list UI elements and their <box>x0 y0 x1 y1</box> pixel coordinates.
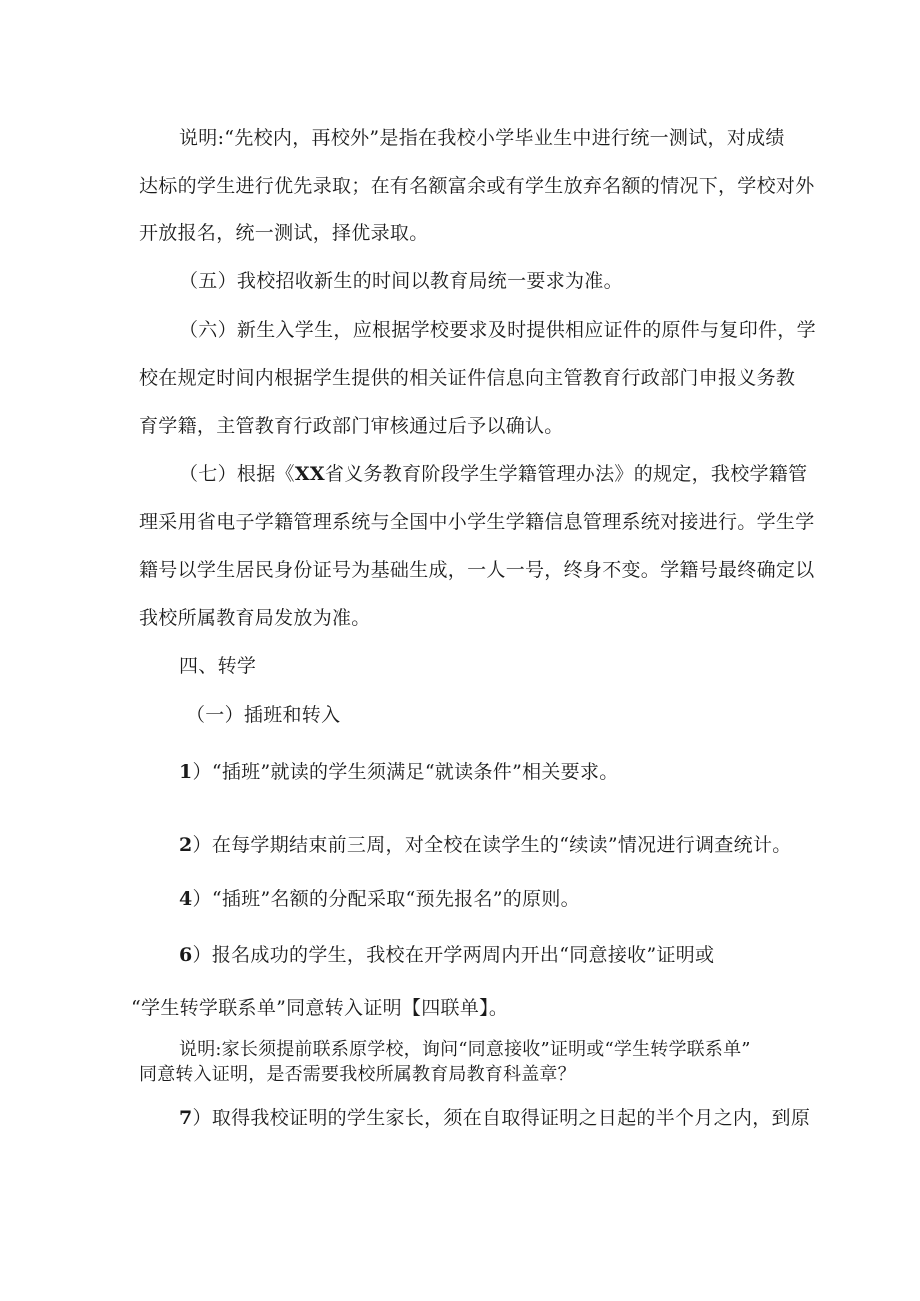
item7-line1 <box>179 462 807 486</box>
note2-line2: 同意转入证明，是否需要我校所属教育局教育科盖章？ <box>139 1064 576 1085</box>
item6-line2: 校在规定时间内根据学生提供的相关证件信息向主管教育行政部门申报义务教 <box>139 367 796 389</box>
point-4-number: 4 <box>179 888 193 910</box>
item7-line4: 我校所属教育局发放为准。 <box>139 607 371 629</box>
point-2 <box>179 833 792 857</box>
item7-prefix: （七）根据《 <box>179 463 295 485</box>
item7-suffix: 省义务教育阶段学生学籍管理办法》的规定，我校学籍管 <box>324 463 808 485</box>
item7-line2: 理采用省电子学籍管理系统与全国中小学生学籍信息管理系统对接进行。学生学 <box>139 511 815 533</box>
subsection-heading-insert: （一）插班和转入 <box>186 704 341 726</box>
note2-line1: 说明:家长须提前联系原学校，询问“同意接收”证明或“学生转学联系单” <box>179 1039 751 1060</box>
item6-line1: （六）新生入学生，应根据学校要求及时提供相应证件的原件与复印件，学 <box>179 319 816 341</box>
point-1 <box>179 760 619 784</box>
point-6-text: ）报名成功的学生，我校在开学两周内开出“同意接收”证明或 <box>192 944 715 966</box>
point-6-number: 6 <box>179 944 193 966</box>
point-4-text: ）“插班”名额的分配采取“预先报名”的原则。 <box>192 888 580 910</box>
point-1-number: 1 <box>179 761 193 783</box>
point-6 <box>179 943 714 967</box>
point-4 <box>179 887 580 911</box>
point-2-text: ）在每学期结束前三周，对全校在读学生的“续读”情况进行调查统计。 <box>192 834 792 856</box>
item7-province-placeholder: XX <box>294 463 325 485</box>
note1-line1: 说明:“先校内，再校外”是指在我校小学毕业生中进行统一测试，对成绩 <box>179 127 785 149</box>
point-7-number: 7 <box>179 1107 193 1129</box>
point-1-text: ）“插班”就读的学生须满足“就读条件”相关要求。 <box>192 761 619 783</box>
point-7-text: ）取得我校证明的学生家长，须在自取得证明之日起的半个月之内，到原 <box>192 1107 811 1129</box>
note1-line2: 达标的学生进行优先录取；在有名额富余或有学生放弃名额的情况下，学校对外 <box>139 175 815 197</box>
note1-line3: 开放报名，统一测试，择优录取。 <box>139 222 429 244</box>
point-6-continuation: “学生转学联系单”同意转入证明【四联单】。 <box>131 997 509 1019</box>
item7-line3: 籍号以学生居民身份证号为基础生成，一人一号，终身不变。学籍号最终确定以 <box>139 559 815 581</box>
point-2-number: 2 <box>179 834 193 856</box>
item6-line3: 育学籍，主管教育行政部门审核通过后予以确认。 <box>139 415 564 437</box>
section-heading-transfer: 四、转学 <box>179 655 257 677</box>
point-7 <box>179 1106 810 1130</box>
item5-paragraph: （五）我校招收新生的时间以教育局统一要求为准。 <box>179 270 623 292</box>
